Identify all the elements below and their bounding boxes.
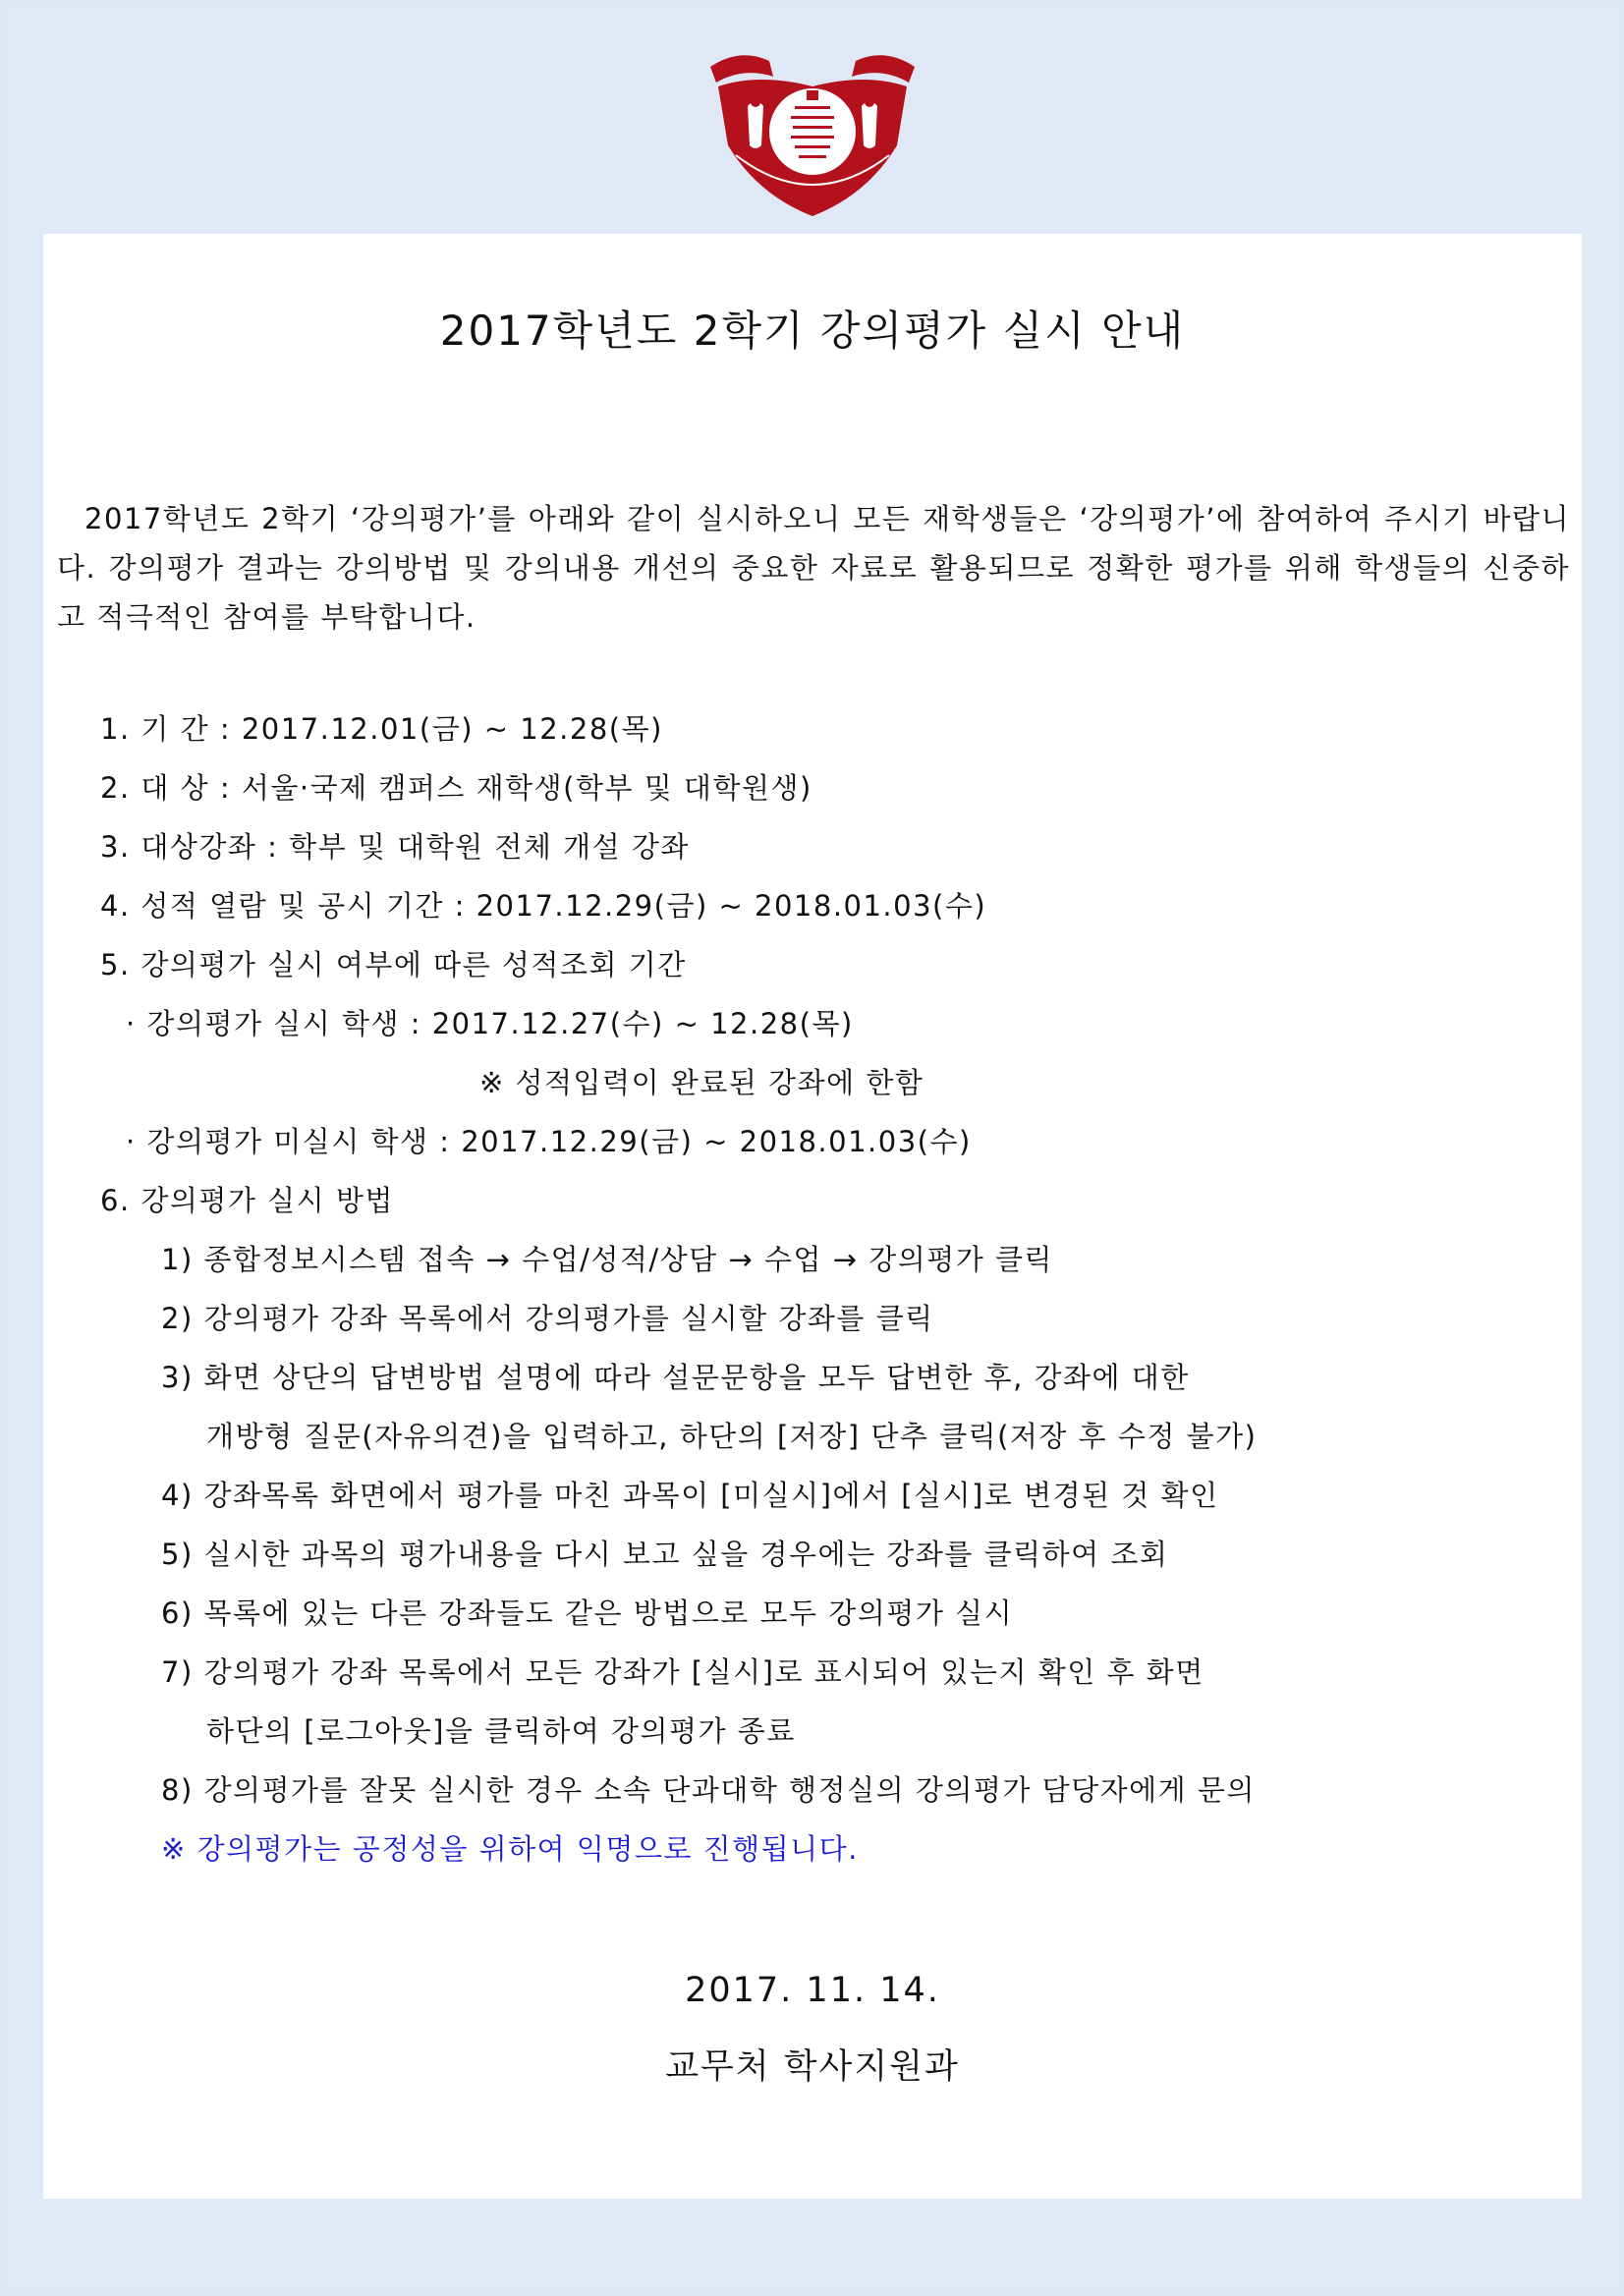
method-step: 2) 강의평가 강좌 목록에서 강의평가를 실시할 강좌를 클릭 bbox=[161, 1302, 934, 1335]
grade-check-note: ※ 성적입력이 완료된 강좌에 한함 bbox=[479, 1066, 924, 1099]
item-grade-check-heading: 5. 강의평가 실시 여부에 따른 성적조회 기간 bbox=[100, 948, 687, 981]
university-seal-icon bbox=[700, 47, 924, 220]
method-step: 1) 종합정보시스템 접속 → 수업/성적/상담 → 수업 → 강의평가 클릭 bbox=[161, 1243, 1053, 1276]
item-target: 2. 대 상 : 서울·국제 캠퍼스 재학생(학부 및 대학원생) bbox=[100, 771, 812, 805]
intro-paragraph bbox=[57, 494, 1570, 642]
method-step: 4) 강좌목록 화면에서 평가를 마친 과목이 [미실시]에서 [실시]로 변경된 것 확인 bbox=[161, 1479, 1219, 1512]
document-sheet bbox=[43, 234, 1582, 2199]
method-step: 7) 강의평가 강좌 목록에서 모든 강좌가 [실시]로 표시되어 있는지 확인 후 화면 bbox=[161, 1655, 1204, 1689]
anonymous-notice: ※ 강의평가는 공정성을 위하여 익명으로 진행됩니다. bbox=[161, 1832, 859, 1866]
method-step: 5) 실시한 과목의 평가내용을 다시 보고 싶을 경우에는 강좌를 클릭하여 조회 bbox=[161, 1538, 1169, 1571]
item-grade-publish: 4. 성적 열람 및 공시 기간 : 2017.12.29(금) ~ 2018.01.03(수) bbox=[100, 889, 987, 923]
item-period: 1. 기 간 : 2017.12.01(금) ~ 12.28(목) bbox=[100, 712, 663, 746]
issue-date: 2017. 11. 14. bbox=[685, 1971, 940, 2010]
method-step-continued: 개방형 질문(자유의견)을 입력하고, 하단의 [저장] 단추 클릭(저장 후 수정 불가) bbox=[206, 1420, 1258, 1453]
issuing-department: 교무처 학사지원과 bbox=[665, 2047, 960, 2087]
method-heading: 6. 강의평가 실시 방법 bbox=[100, 1184, 394, 1217]
grade-check-not-done: · 강의평가 미실시 학생 : 2017.12.29(금) ~ 2018.01.03(수) bbox=[126, 1125, 972, 1158]
grade-check-done: · 강의평가 실시 학생 : 2017.12.27(수) ~ 12.28(목) bbox=[126, 1007, 854, 1040]
item-courses: 3. 대상강좌 : 학부 및 대학원 전체 개설 강좌 bbox=[100, 830, 690, 864]
method-step-continued: 하단의 [로그아웃]을 클릭하여 강의평가 종료 bbox=[206, 1714, 796, 1748]
method-step: 8) 강의평가를 잘못 실시한 경우 소속 단과대학 행정실의 강의평가 담당자에게 문의 bbox=[161, 1773, 1256, 1807]
intro-text: 2017학년도 2학기 ‘강의평가’를 아래와 같이 실시하오니 모든 재학생들은 ‘강의평가’에 참여하여 주시기 바랍니다. 강의평가 결과는 강의방법 및 강의내용 개선의 중요한 자료로 활용되므로 정확한 평가를 위해 학생들의 신중하고 적극적인 참여를 부탁합니다. bbox=[57, 502, 1570, 634]
method-step: 3) 화면 상단의 답변방법 설명에 따라 설문문항을 모두 답변한 후, 강좌에 대한 bbox=[161, 1361, 1190, 1394]
method-step: 6) 목록에 있는 다른 강좌들도 같은 방법으로 모두 강의평가 실시 bbox=[161, 1596, 1014, 1630]
page-title: 2017학년도 2학기 강의평가 실시 안내 bbox=[439, 307, 1186, 355]
